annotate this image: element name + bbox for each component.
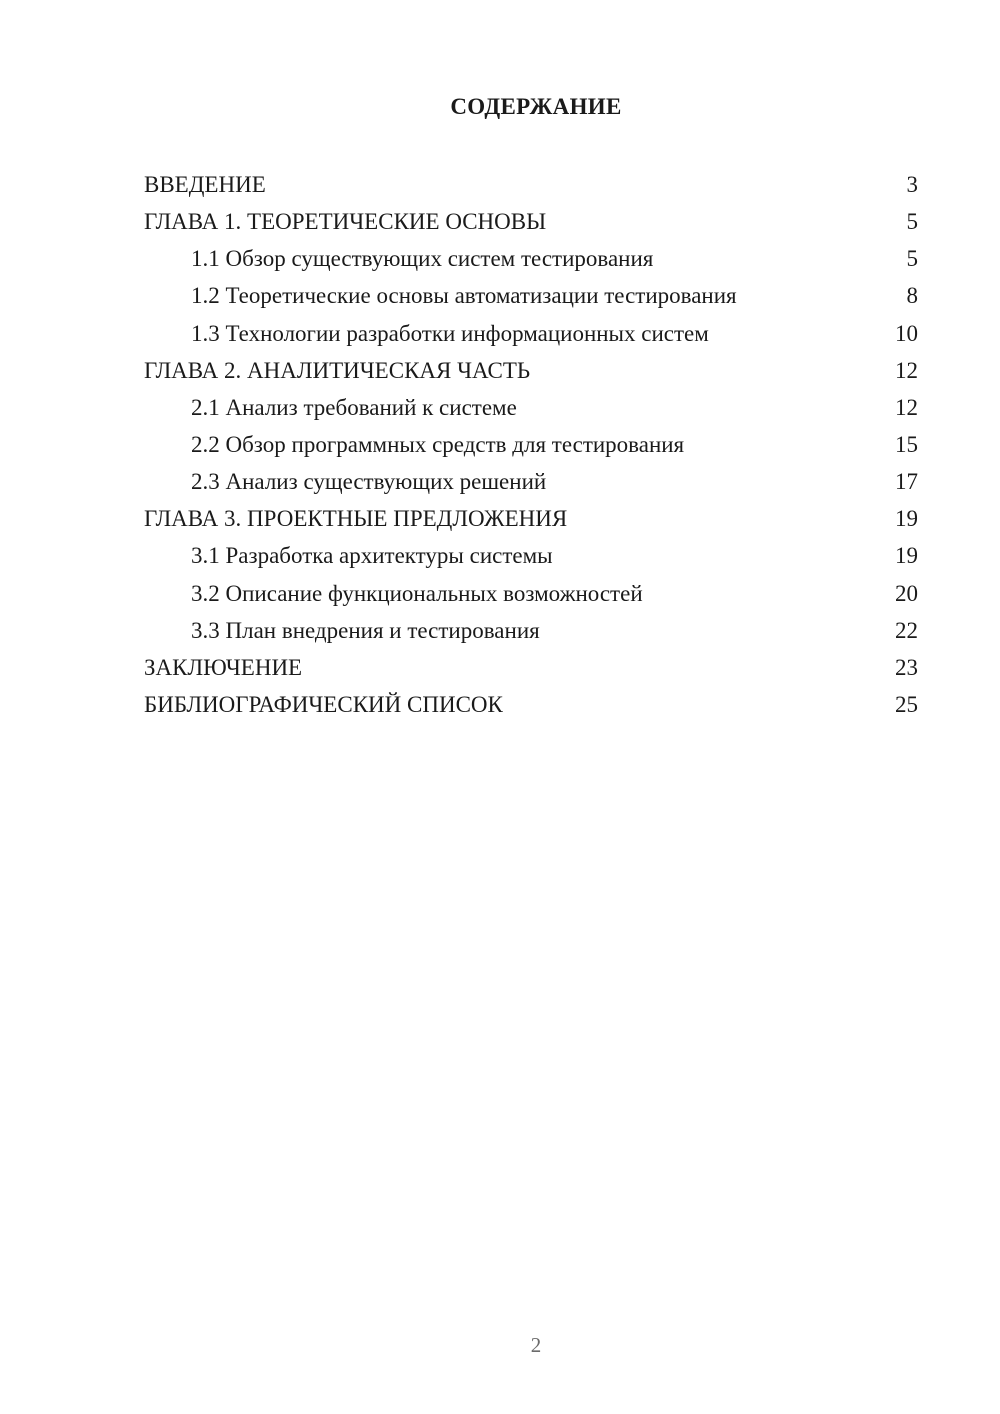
toc-entry-page: 25: [895, 691, 918, 717]
toc-entry-section-1-2[interactable]: [144, 277, 918, 314]
table-of-contents: [144, 166, 918, 723]
toc-entry-chapter-1[interactable]: [144, 203, 918, 240]
toc-entry-section-2-3[interactable]: [144, 463, 918, 500]
toc-entry-page: 5: [906, 209, 918, 235]
toc-entry-section-3-1[interactable]: [144, 537, 918, 574]
toc-entry-page: 22: [895, 617, 918, 643]
toc-entry-label: ВВЕДЕНИЕ: [144, 172, 266, 197]
toc-entry-page: 15: [895, 431, 918, 457]
toc-entry-introduction[interactable]: [144, 166, 918, 203]
toc-entry-section-3-2[interactable]: [144, 575, 918, 612]
toc-entry-label: ЗАКЛЮЧЕНИЕ: [144, 654, 303, 680]
toc-entry-label: ГЛАВА 1. ТЕОРЕТИЧЕСКИЕ ОСНОВЫ: [144, 209, 547, 235]
toc-entry-section-2-1[interactable]: [144, 389, 918, 426]
toc-entry-page: 5: [906, 246, 918, 272]
toc-entry-section-2-2[interactable]: [144, 426, 918, 463]
toc-entry-page: 12: [895, 357, 918, 383]
toc-entry-page: 20: [895, 580, 918, 606]
toc-entry-label: 3.1 Разработка архитектуры системы: [191, 543, 553, 569]
toc-entry-page: 12: [895, 394, 918, 420]
toc-entry-label: 2.1 Анализ требований к системе: [191, 394, 517, 420]
toc-entry-label: ГЛАВА 2. АНАЛИТИЧЕСКАЯ ЧАСТЬ: [144, 357, 531, 383]
toc-entry-page: 3: [906, 172, 918, 197]
toc-entry-section-1-3[interactable]: [144, 315, 918, 352]
toc-entry-page: 19: [895, 506, 918, 532]
toc-entry-chapter-2[interactable]: [144, 352, 918, 389]
toc-entry-label: 3.2 Описание функциональных возможностей: [191, 580, 643, 606]
toc-entry-label: БИБЛИОГРАФИЧЕСКИЙ СПИСОК: [144, 691, 503, 717]
page-title: СОДЕРЖАНИЕ: [450, 94, 622, 119]
toc-entry-chapter-3[interactable]: [144, 500, 918, 537]
toc-entry-conclusion[interactable]: [144, 649, 918, 686]
toc-entry-label: 1.3 Технологии разработки информационных систем: [191, 320, 709, 346]
toc-entry-page: 23: [895, 654, 918, 680]
toc-entry-label: 1.2 Теоретические основы автоматизации тестирования: [191, 283, 737, 309]
toc-entry-page: 8: [906, 283, 918, 309]
toc-entry-label: ГЛАВА 3. ПРОЕКТНЫЕ ПРЕДЛОЖЕНИЯ: [144, 506, 568, 532]
toc-entry-section-3-3[interactable]: [144, 612, 918, 649]
toc-entry-page: 10: [895, 320, 918, 346]
toc-entry-label: 2.2 Обзор программных средств для тестирования: [191, 431, 685, 457]
page-number: 2: [530, 1333, 542, 1357]
toc-entry-section-1-1[interactable]: [144, 240, 918, 277]
toc-entry-page: 17: [895, 469, 918, 495]
toc-entry-label: 1.1 Обзор существующих систем тестирования: [191, 246, 654, 272]
toc-entry-page: 19: [895, 543, 918, 569]
toc-entry-label: 3.3 План внедрения и тестирования: [191, 617, 540, 643]
toc-entry-label: 2.3 Анализ существующих решений: [191, 469, 547, 495]
toc-entry-bibliography[interactable]: [144, 686, 918, 723]
